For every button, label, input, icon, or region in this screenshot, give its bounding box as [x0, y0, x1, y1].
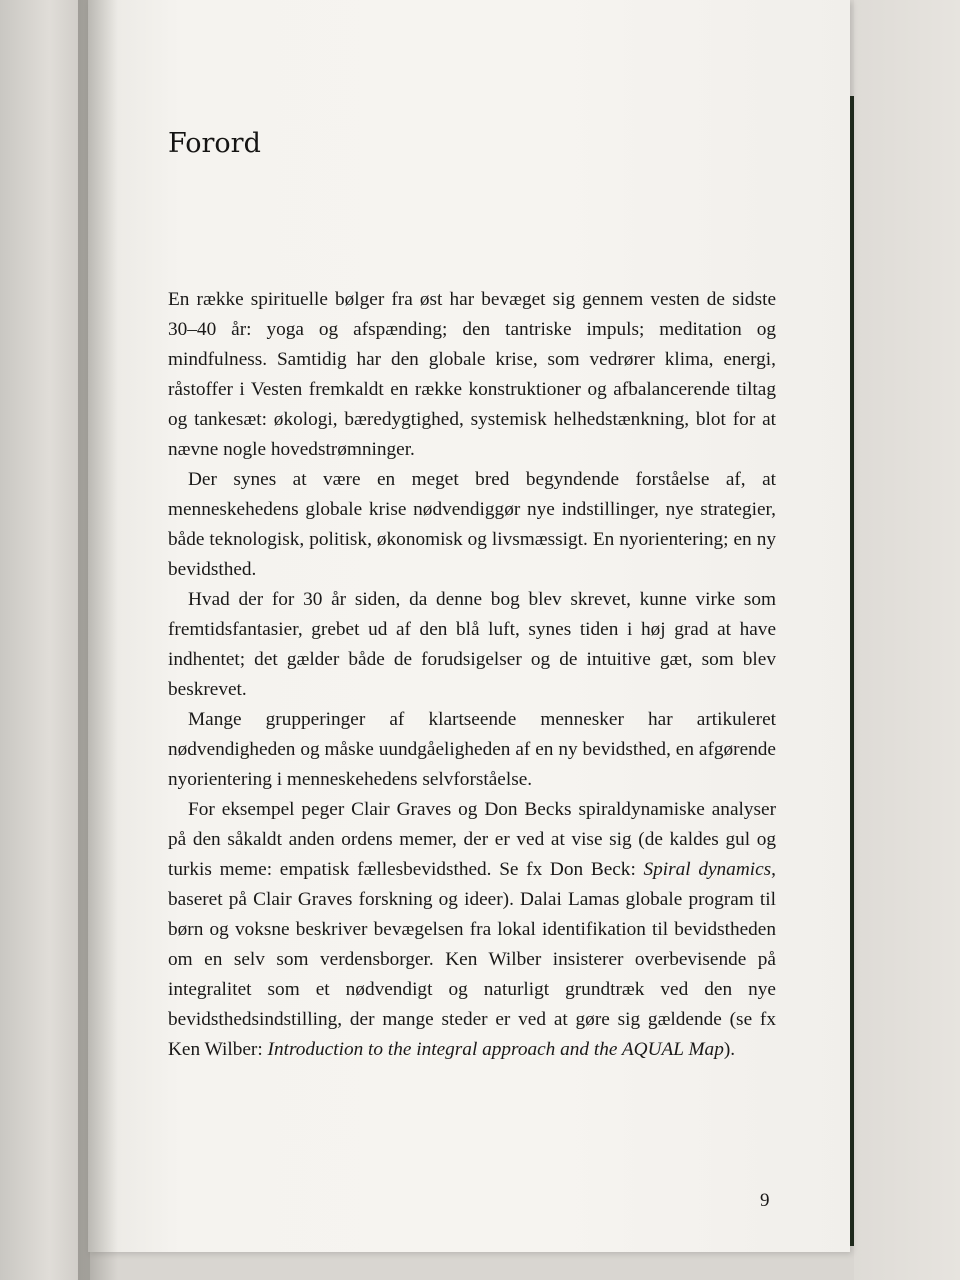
paragraph: En række spirituelle bølger fra øst har bevæget sig gennem vesten de sidste 30–40 år: yoga og afspænding; den tantriske impuls; meditation og mindfulness. Samtidig har den globale krise, som vedrører klima, energi, råstoffer i Vesten fremkaldt en række konstruktioner og afbalancerende tiltag og tankesæt: økologi, bæredygtighed, systemisk helhedstænkning, blot for at nævne nogle hovedstrømninger.	[168, 289, 776, 460]
text-run: For eksempel peger Clair Graves og Don Becks spiraldynamiske analyser på den såkaldt anden ordens memer, der er ved at vise sig (de kaldes gul og turkis meme: empatisk fællesbevidsthed. Se fx Don Beck:	[168, 799, 776, 880]
facing-page-edge	[900, 0, 960, 1280]
body-text	[168, 285, 776, 1065]
book-title-italic: Spiral dynamics	[643, 859, 772, 880]
text-run: ).	[723, 1039, 736, 1060]
paragraph: Hvad der for 30 år siden, da denne bog blev skrevet, kunne virke som fremtidsfantasier, grebet ud af den blå luft, synes tiden i høj grad at have indhentet; det gælder både de forudsigelser og de intuitive gæt, som blev beskrevet.	[168, 589, 776, 700]
chapter-heading: Forord	[168, 128, 261, 159]
book-title-italic: Introduction to the integral approach and the AQUAL Map	[267, 1039, 724, 1060]
page-number: 9	[760, 1190, 770, 1211]
paragraph	[168, 795, 776, 1065]
paragraph: Der synes at være en meget bred begyndende forståelse af, at menneskehedens globale krise nødvendiggør nye indstillinger, nye strategier, både teknologisk, politisk, økonomisk og livsmæssigt. En nyorientering; en ny bevidsthed.	[168, 469, 776, 580]
book-page	[88, 0, 850, 1252]
text-run: , baseret på Clair Graves forskning og ideer). Dalai Lamas globale program til børn og voksne beskriver bevægelsen fra lokal identifikation til bevidstheden om en selv som verdensborger. Ken Wilber insisterer overbevisende på integralitet som et nødvendigt og naturligt grundtræk ved den nye bevidsthedsindstilling, der mange steder er ved at gøre sig gældende (se fx Ken Wilber:	[168, 859, 776, 1060]
gutter-shadow	[78, 0, 118, 1280]
previous-page-edge	[0, 0, 90, 1280]
paragraph: Mange grupperinger af klartseende mennesker har artikuleret nødvendigheden og måske uundgåeligheden af en ny bevidsthed, en afgørende nyorientering i menneskehedens selvforståelse.	[168, 709, 776, 790]
